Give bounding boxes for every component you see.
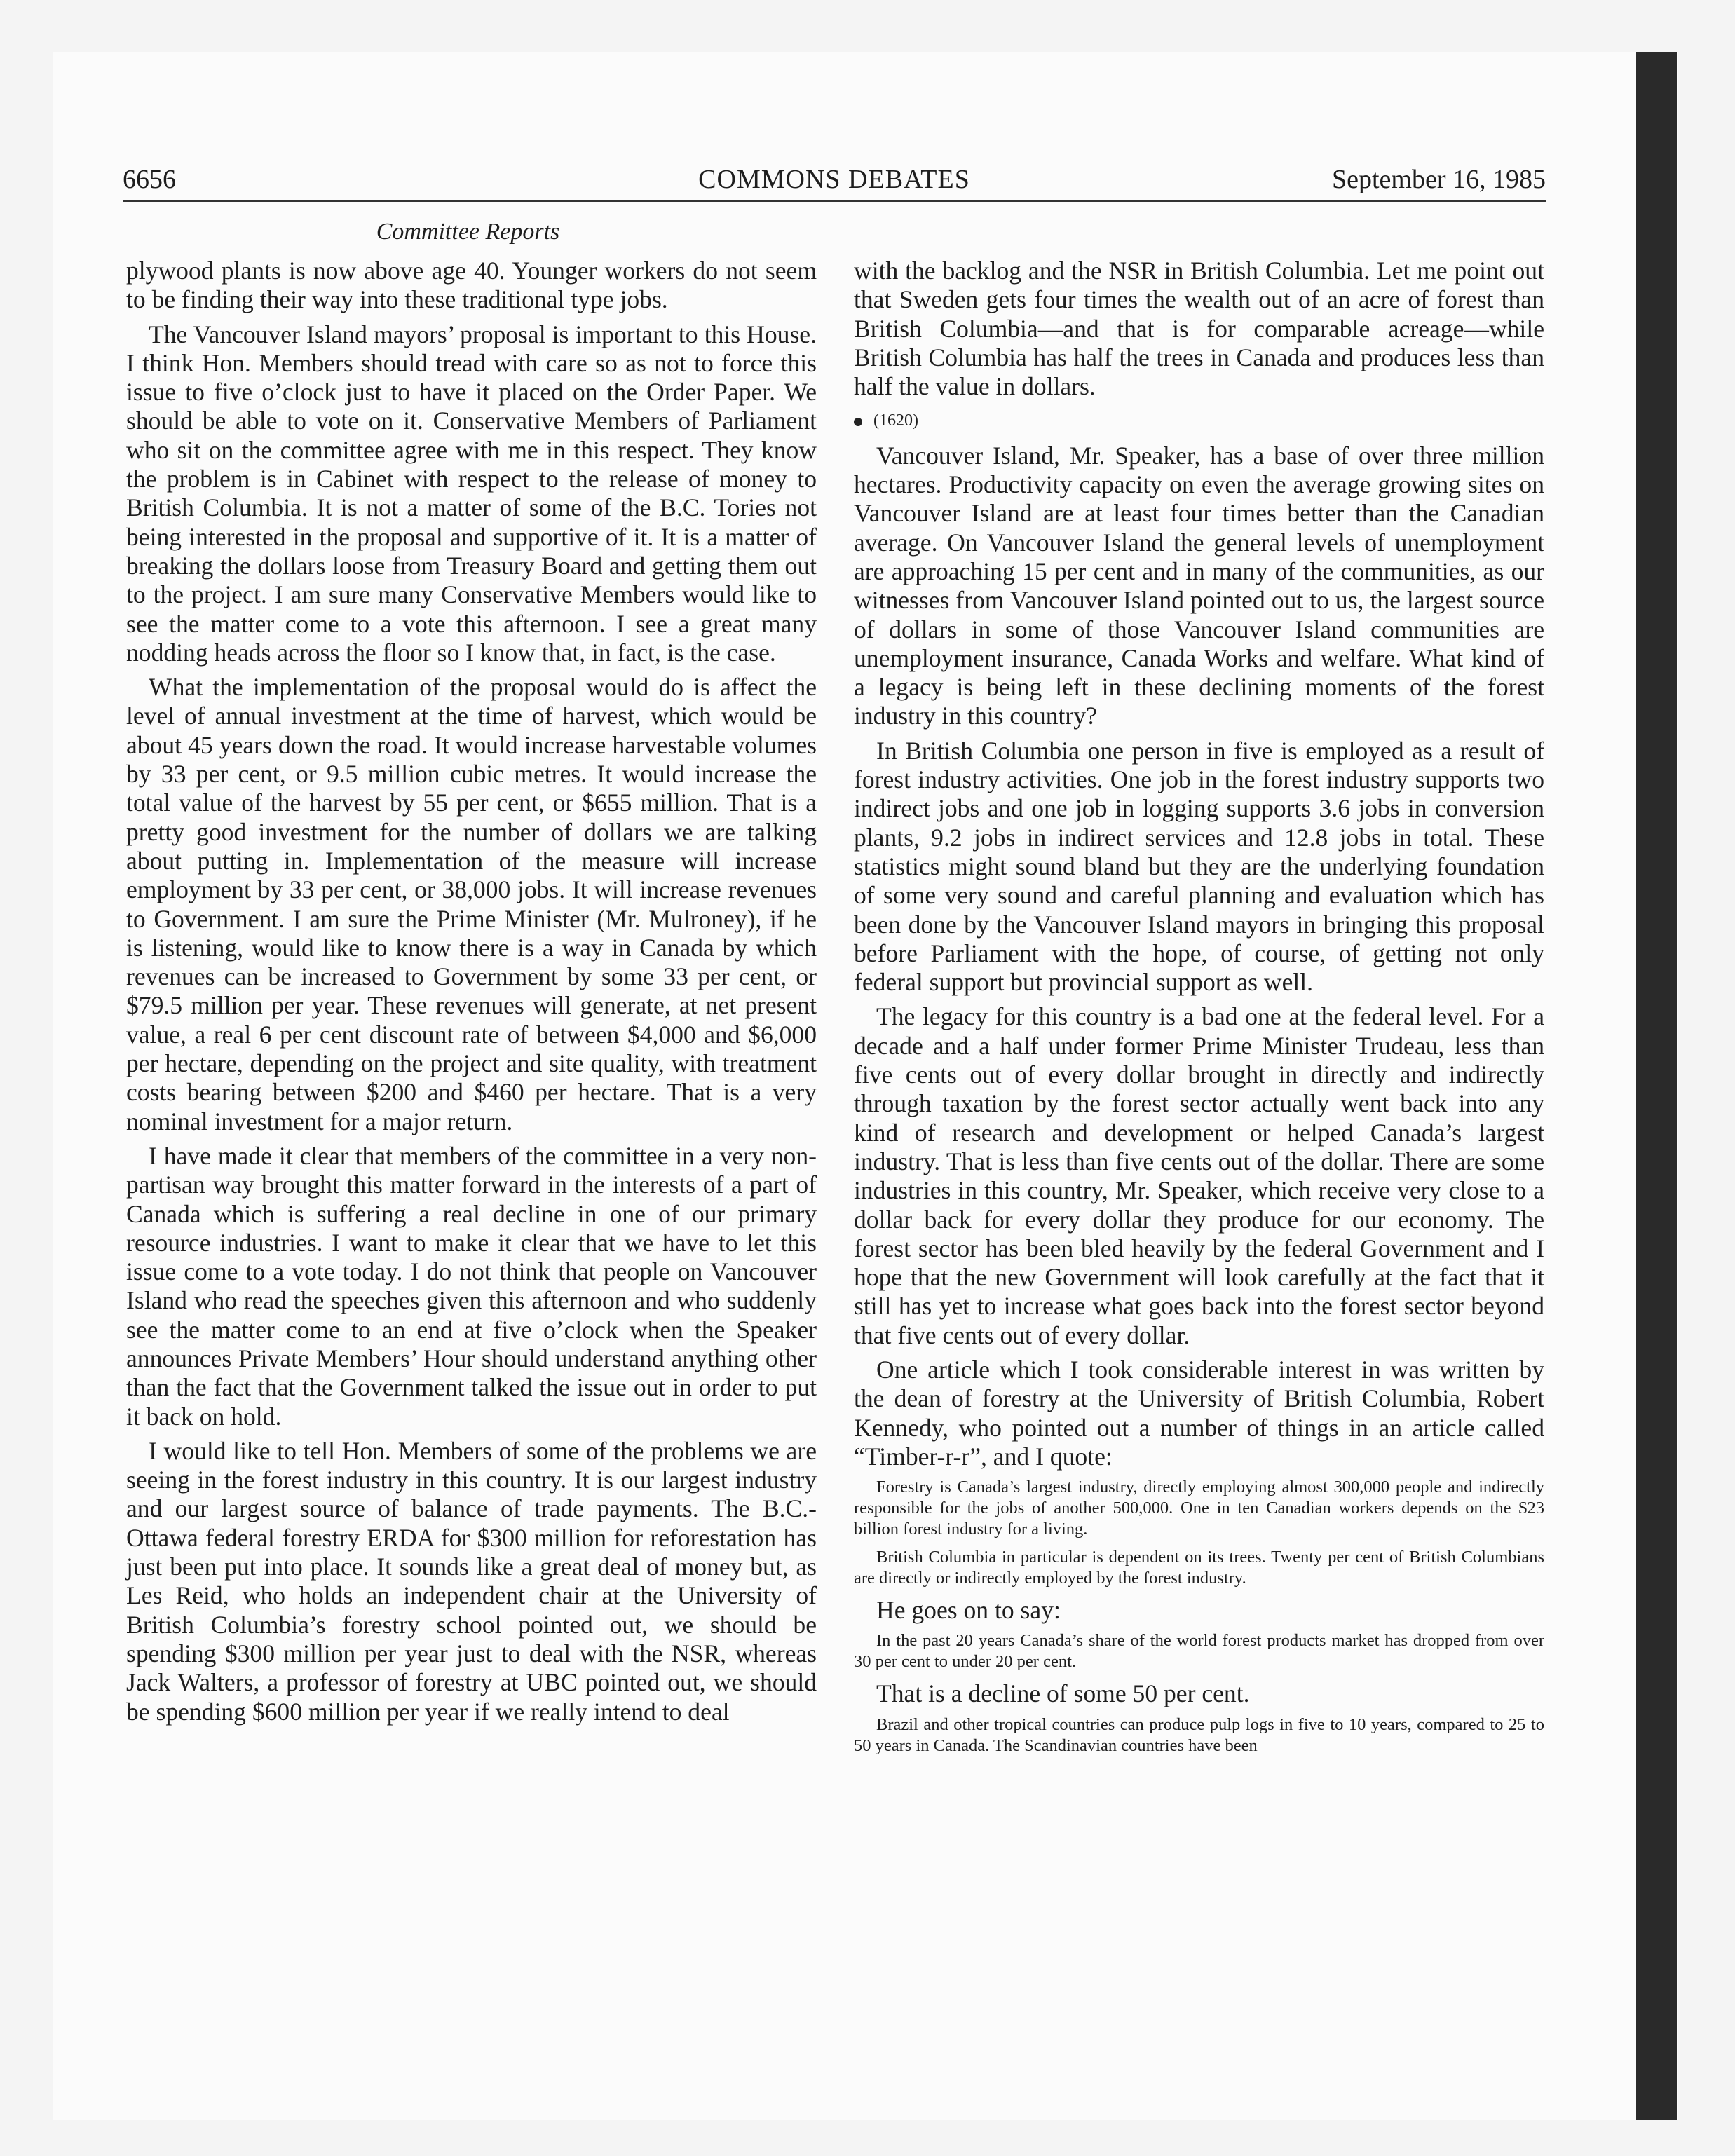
paragraph: Vancouver Island, Mr. Speaker, has a base of over three million hectares. Productivity capacity on even the average growing sites on Vancouver Island are at least four times better than the Canadian average. On Vancouver Island the general levels of unemployment are approaching 15 per cent and in many of the communities, as our witnesses from Vancouver Island pointed out to us, the largest source of dollars in some of those Vancouver Island communities are unemployment insurance, Canada Works and welfare. What kind of a legacy is being left in these declining moments of the forest industry in this country? bbox=[854, 441, 1544, 730]
block-quote: Forestry is Canada’s largest industry, directly employing almost 300,000 people and indirectly responsible for the jobs of another 500,000. One in ten Canadian workers depends on the $23 billion forest industry for a living. bbox=[854, 1478, 1544, 1539]
paragraph: I would like to tell Hon. Members of some of the problems we are seeing in the forest industry in this country. It is our largest industry and our largest source of balance of trade payments. The B.C.-Ottawa federal forestry ERDA for $300 million for reforestation has just been put into place. It sounds like a great deal of money but, as Les Reid, who holds an independent chair at the University of British Columbia’s forestry school pointed out, we should be spending $300 million per year just to deal with the NSR, whereas Jack Walters, a professor of forestry at UBC pointed out, we should be spending $600 million per year if we really intend to deal bbox=[126, 1436, 817, 1726]
right-column bbox=[854, 257, 1544, 1763]
time-stamp bbox=[854, 407, 1544, 435]
scan-binding-edge bbox=[1636, 52, 1677, 2120]
paragraph: with the backlog and the NSR in British Columbia. Let me point out that Sweden gets four times the wealth out of an acre of forest than British Columbia—and that is for comparable acreage—while British Columbia has half the trees in Canada and produces less than half the value in dollars. bbox=[854, 257, 1544, 401]
paragraph: He goes on to say: bbox=[876, 1596, 1061, 1625]
header-rule bbox=[123, 200, 1546, 202]
page-header bbox=[123, 160, 1546, 199]
publication-title: COMMONS DEBATES bbox=[698, 165, 970, 194]
bullet-icon bbox=[854, 418, 862, 426]
paragraph: The Vancouver Island mayors’ proposal is important to this House. I think Hon. Members should tread with care so as not to force this issue to five o’clock just to have it placed on the Order Paper. We should be able to vote on it. Conservative Members of Parliament who sit on the committee agree with me in this respect. They know the problem is in Cabinet with respect to the release of money to British Columbia. It is not a matter of some of the B.C. Tories not being interested in the proposal and supportive of it. It is a matter of breaking the dollars loose from Treasury Board and getting them out to the project. I am sure many Conservative Members would like to see the matter come to a vote this afternoon. I see a great many nodding heads across the floor so I know that, in fact, is the case. bbox=[126, 320, 817, 667]
paragraph: In British Columbia one person in five is employed as a result of forest industry activities. One job in the forest industry supports two indirect jobs and one job in logging supports 3.6 jobs in conversion plants, 9.2 jobs in indirect services and 12.8 jobs in total. These statistics might sound bland but they are the underlying foundation of some very sound and careful planning and evaluation which has been done by the Vancouver Island mayors in bringing this proposal before Parliament with the hope, of course, of getting not only federal support but provincial support as well. bbox=[854, 736, 1544, 997]
block-quote: Brazil and other tropical countries can produce pulp logs in five to 10 years, compared to 25 to 50 years in Canada. The Scandinavian countries have been bbox=[854, 1714, 1544, 1755]
paragraph: What the implementation of the proposal would do is affect the level of annual investment at the time of harvest, which would be about 45 years down the road. It would increase harvestable volumes by 33 per cent, or 9.5 million cubic metres. It would increase the total value of the harvest by 55 per cent, or $655 million. That is a pretty good investment for the number of dollars we are talking about putting in. Implementation of the measure will increase employment by 33 per cent, or 38,000 jobs. It will increase revenues to Government. I am sure the Prime Minister (Mr. Mulroney), if he is listening, would like to know there is a way in Canada by which revenues can be increased to Government by some 33 per cent, or $79.5 million per year. These revenues will generate, at net present value, a real 6 per cent discount rate of between $4,000 and $6,000 per hectare, depending on the project and site quality, with treatment costs bearing between $200 and $460 per hectare. That is a very nominal investment for a major return. bbox=[126, 673, 817, 1135]
block-quote: British Columbia in particular is dependent on its trees. Twenty per cent of British Columbians are directly or indirectly employed by the forest industry. bbox=[854, 1548, 1544, 1588]
page-date: September 16, 1985 bbox=[1331, 165, 1546, 194]
paragraph: One article which I took considerable interest in was written by the dean of forestry at the University of British Columbia, Robert Kennedy, who pointed out a number of things in an article called “Timber-r-r”, and I quote: bbox=[854, 1355, 1544, 1471]
time-stamp-text: (1620) bbox=[873, 411, 918, 430]
section-title: Committee Reports bbox=[376, 219, 560, 245]
block-quote: In the past 20 years Canada’s share of the world forest products market has dropped from over 30 per cent to under 20 per cent. bbox=[854, 1631, 1544, 1672]
paragraph: The legacy for this country is a bad one at the federal level. For a decade and a half under former Prime Minister Trudeau, less than five cents out of every dollar brought in directly and indirectly through taxation by the forest sector actually went back into any kind of research and development or helped Canada’s largest industry. That is less than five cents out of the dollar. There are some industries in this country, Mr. Speaker, which receive very close to a dollar back for every dollar they produce for our economy. The forest sector has been bled heavily by the federal Government and I hope that the new Government will look carefully at the fact that it still has yet to increase what goes back into the forest sector beyond that five cents out of every dollar. bbox=[854, 1002, 1544, 1349]
paragraph: That is a decline of some 50 per cent. bbox=[876, 1679, 1250, 1708]
left-column bbox=[126, 257, 817, 1732]
paragraph: I have made it clear that members of the committee in a very non-partisan way brought this matter forward in the interests of a part of Canada which is suffering a real decline in one of our primary resource industries. I want to make it clear that we have to let this issue come to a vote today. I do not think that people on Vancouver Island who read the speeches given this afternoon and who suddenly see the matter come to an end at five o’clock when the Speaker announces Private Members’ Hour should understand anything other than the fact that the Government talked the issue out in order to put it back on hold. bbox=[126, 1141, 817, 1431]
paragraph: plywood plants is now above age 40. Younger workers do not seem to be finding their way into these traditional type jobs. bbox=[126, 257, 817, 314]
page-number: 6656 bbox=[123, 165, 176, 194]
